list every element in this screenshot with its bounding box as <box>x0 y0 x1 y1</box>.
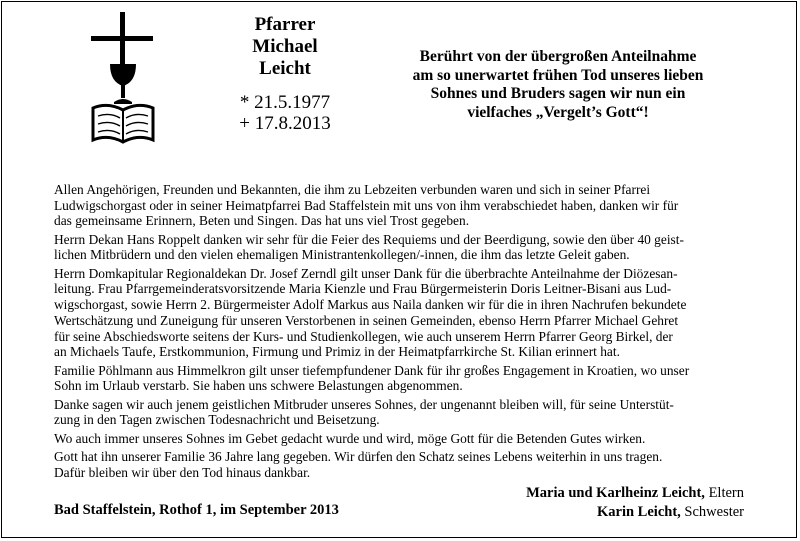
cross-chalice-book-icon <box>88 12 158 147</box>
text-line: Familie Pöhlmann aus Himmelkron gilt unser tiefempfundener Dank für ihr großes Engagement in Kroatien, wo unser <box>54 362 690 378</box>
signatures <box>526 484 744 522</box>
signer-name: Karin Leicht, <box>597 504 681 520</box>
thanks-line: Sohnes und Bruders sagen wir nun ein <box>430 85 686 103</box>
text-line: Wo auch immer unseres Sohnes im Gebet gedacht wurde und wird, möge Gott für die Betenden Gutes wirken. <box>54 430 646 446</box>
text-line: zung in den Tagen zwischen Todesnachricht und Beisetzung. <box>54 412 380 428</box>
acknowledgement-text <box>54 182 764 483</box>
title-line: Pfarrer <box>254 14 316 35</box>
text-line: wigschorgast, sowie Herrn 2. Bürgermeister Adolf Markus aus Naila danken wir für die in ihren Nachrufen bekundete <box>54 297 687 313</box>
paragraph <box>54 182 764 229</box>
text-line: Ludwigschorgast oder in seiner Heimatpfarrei Bad Staffelstein mit uns von ihm verabschiedet haben, danken wir für <box>54 197 679 213</box>
signer-relation: Eltern <box>704 485 744 501</box>
paragraph <box>54 397 764 428</box>
last-name: Leicht <box>259 58 311 79</box>
thanks-line: am so unerwartet frühen Tod unseres lieben <box>412 66 704 84</box>
signer-sister <box>526 503 744 522</box>
text-line: Herrn Domkapitular Regionaldekan Dr. Josef Zerndl gilt unser Dank für die überbrachte Anteilnahme der Diözesan- <box>54 265 678 281</box>
first-name: Michael <box>252 36 318 57</box>
text-line: Dafür bleiben wir über den Tod hinaus dankbar. <box>54 464 311 480</box>
text-line: Herrn Dekan Hans Roppelt danken wir sehr für die Feier des Requiems und der Beerdigung, sowie den über 40 geist- <box>54 231 684 247</box>
thanks-line: Berührt von der übergroßen Anteilnahme <box>419 48 697 65</box>
text-line: Wertschätzung und Zuneigung für unseren Verstorbenen in seinen Gemeinden, ebenso Herrn Pfarrer Michael Gehret <box>54 312 679 328</box>
text-line: Sohn im Urlaub verstarb. Sie haben uns schwere Belastungen abgenommen. <box>54 378 463 394</box>
paragraph <box>54 232 764 263</box>
text-line: Allen Angehörigen, Freunden und Bekannten, die ihm zu Lebzeiten verbunden waren und sich in seiner Pfarrei <box>54 182 651 197</box>
text-line: lichen Mitbrüdern und den vielen ehemaligen Ministrantenkollegen/-innen, die ihm das letzte Geleit gaben. <box>54 247 630 263</box>
signer-parents <box>526 484 744 503</box>
death-date: + 17.8.2013 <box>239 113 331 134</box>
thanks-headline <box>378 48 738 122</box>
signer-relation: Schwester <box>680 504 744 520</box>
text-line: das gemeinsame Erinnern, Beten und Singen. Das hat uns viel Trost gegeben. <box>54 213 470 229</box>
birth-date: * 21.5.1977 <box>239 92 331 113</box>
text-line: Gott hat ihn unserer Familie 36 Jahre lang gegeben. Wir dürfen den Schatz seines Lebens weiterhin in uns tragen. <box>54 448 663 464</box>
paragraph <box>54 431 764 447</box>
paragraph <box>54 363 764 394</box>
paragraph <box>54 266 764 360</box>
paragraph <box>54 449 764 480</box>
signer-name: Maria und Karlheinz Leicht, <box>526 485 705 501</box>
text-line: für seine Abschiedsworte seitens der Kurs- und Studienkollegen, wie auch unserem Herrn Pfarrer Georg Birkel, der <box>54 328 673 344</box>
deceased-block <box>205 14 365 134</box>
thanks-line: vielfaches „Vergelt’s Gott“! <box>467 103 649 121</box>
place-date: Bad Staffelstein, Rothof 1, im September 2013 <box>54 502 339 518</box>
text-line: an Michaels Taufe, Erstkommunion, Firmung und Primiz in der Heimatpfarrkirche St. Kilian erinnert hat. <box>54 344 620 360</box>
text-line: Danke sagen wir auch jenem geistlichen Mitbruder unseres Sohnes, der ungenannt bleiben will, für seine Unterstüt- <box>54 396 674 412</box>
text-line: leitung. Frau Pfarrgemeinderatsvorsitzende Maria Kienzle und Frau Bürgermeisterin Doris Leitner-Bisani aus Lud- <box>54 281 672 297</box>
